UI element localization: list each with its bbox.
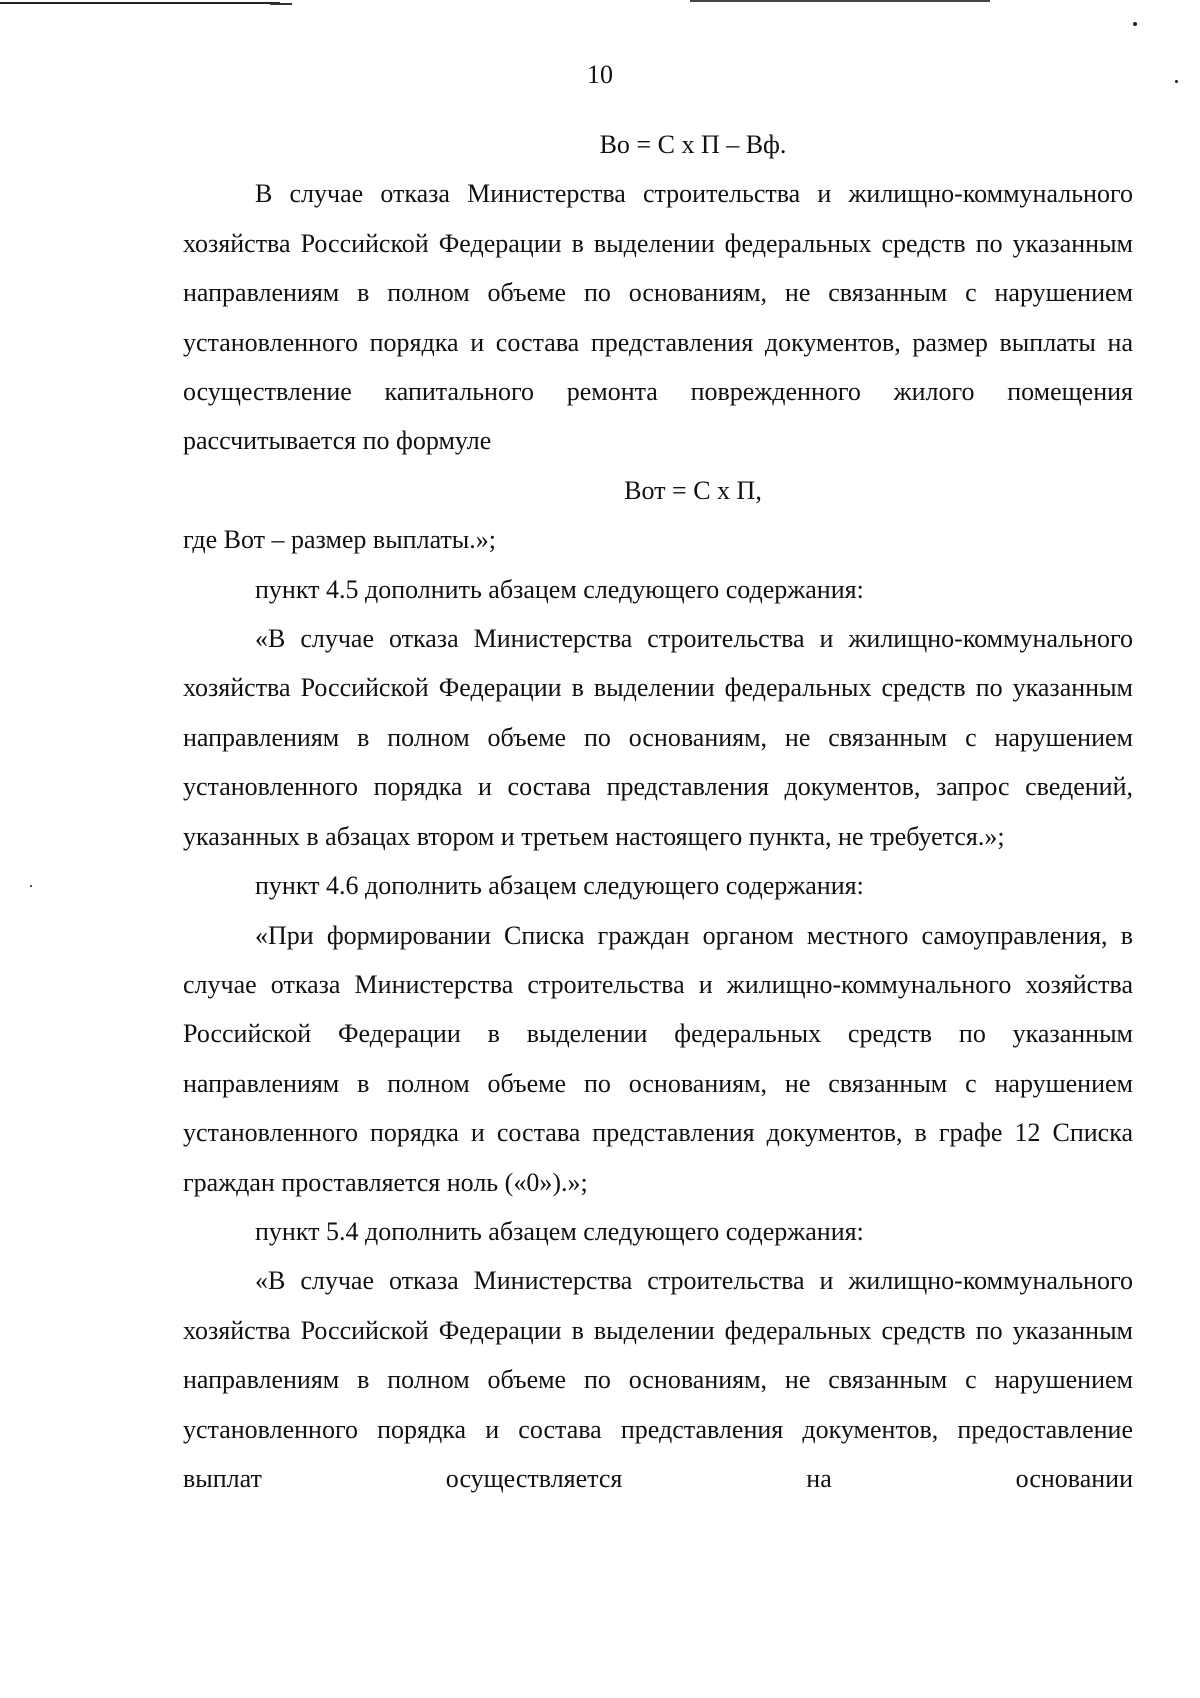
scan-speck (1133, 22, 1137, 26)
paragraph-payment-calculation: В случае отказа Министерства строительства и жилищно-коммунального хозяйства Российской Федерации в выделении федеральных средств по указанным направлениям в полном объеме по основаниям, не связанным с нарушением установленного порядка и состава представления документов, размер выплаты на осуществление капитального ремонта поврежденного жилого помещения рассчитывается по формуле (183, 179, 1133, 456)
document-body (183, 120, 1133, 1503)
scan-speck (30, 885, 32, 887)
top-scan-rule-fragment (270, 3, 292, 5)
top-scan-rule (0, 2, 280, 4)
paragraph-item-5-4-intro: пункт 5.4 дополнить абзацем следующего содержания: (255, 1216, 864, 1246)
paragraph-item-4-6-text: «При формировании Списка граждан органом местного самоуправления, в случае отказа Министерства строительства и жилищно-коммунального хозяйства Российской Федерации в выделении федеральных средств по указанным направлениям в полном объеме по основаниям, не связанным с нарушением установленного порядка и состава представления документов, в графе 12 Списка граждан проставляется ноль («0»).»; (183, 920, 1133, 1197)
paragraph-item-4-6-intro: пункт 4.6 дополнить абзацем следующего содержания: (255, 871, 864, 901)
formula-vot: Вот = С х П, (624, 475, 762, 505)
page-number: 10 (587, 60, 613, 89)
paragraph-item-4-5-intro: пункт 4.5 дополнить абзацем следующего содержания: (255, 574, 864, 604)
paragraph-item-5-4-text: «В случае отказа Министерства строительства и жилищно-коммунального хозяйства Российской Федерации в выделении федеральных средств по указанным направлениям в полном объеме по основаниям, не связанным с нарушением установленного порядка и состава представления документов, предоставление выплат осуществляется на основании (183, 1266, 1133, 1493)
paragraph-vot-definition: где Вот – размер выплаты.»; (183, 525, 496, 555)
top-scan-rule-right (690, 0, 990, 2)
formula-vo: Во = С х П – Вф. (599, 130, 787, 159)
paragraph-item-4-5-text: «В случае отказа Министерства строительства и жилищно-коммунального хозяйства Российской Федерации в выделении федеральных средств по указанным направлениям в полном объеме по основаниям, не связанным с нарушением установленного порядка и состава представления документов, запрос сведений, указанных в абзацах втором и третьем настоящего пункта, не требуется.»; (183, 624, 1133, 851)
